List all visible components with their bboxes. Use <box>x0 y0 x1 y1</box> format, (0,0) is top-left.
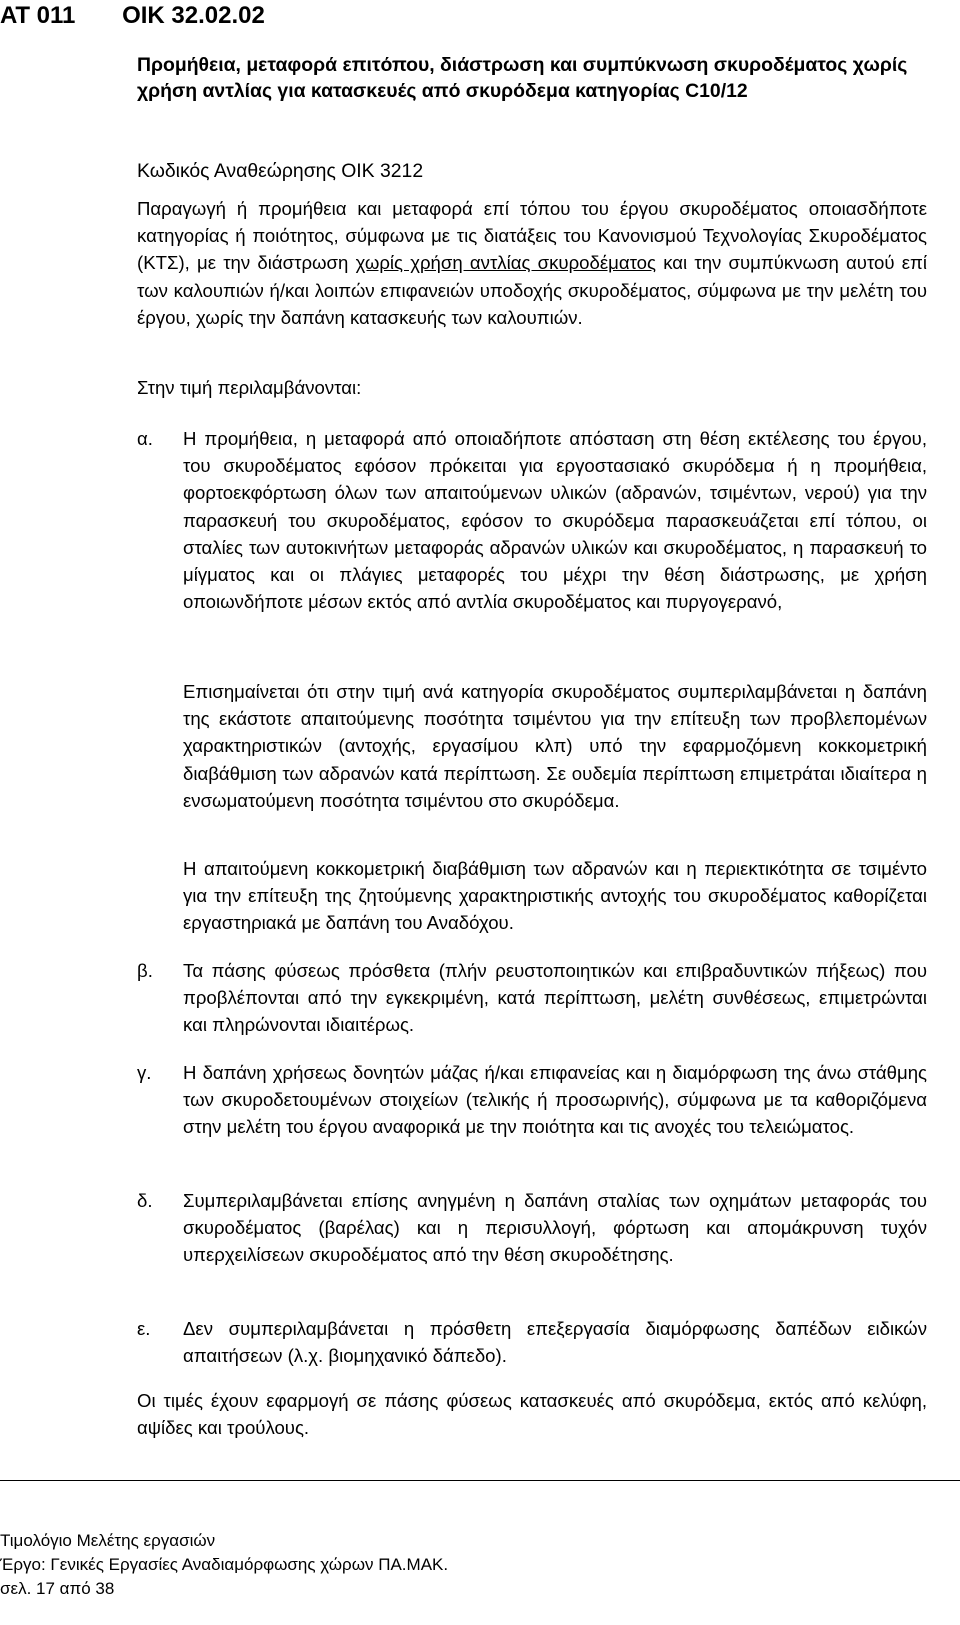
description-underlined-text: χωρίς χρήση αντλίας σκυροδέματος <box>355 252 656 274</box>
closing-paragraph: Οι τιμές έχουν εφαρμογή σε πάσης φύσεως κατασκευές από σκυρόδεμα, εκτός από κελύφη, αψίδες και τρούλους. <box>137 1390 927 1439</box>
list-item-a <box>137 425 927 615</box>
article-code: ΑΤ 011 <box>0 2 76 29</box>
list-item-note-2 <box>137 855 927 937</box>
revision-code: Κωδικός Αναθεώρησης ΟΙΚ 3212 <box>137 160 424 182</box>
item-code: ΟΙΚ 32.02.02 <box>122 2 265 29</box>
list-item-note-1 <box>137 678 927 814</box>
list-item-d <box>137 1187 927 1269</box>
article-title: Προμήθεια, μεταφορά επιτόπου, διάστρωση και συμπύκνωση σκυροδέματος χωρίς χρήση αντλίας για κατασκευές από σκυρόδεμα κατηγορίας C10/12 <box>137 54 908 102</box>
description-text-start: Παραγωγή ή προμήθεια και μεταφορά επί τόπου του έργου σκυροδέματος οποιασδήποτε κατηγορίας ή ποιότητος, σύμφωνα με τις διατάξεις του Κανονισμού Τεχνολογίας Σκυροδέματος (ΚΤΣ), με την διάστρωση <box>137 198 927 274</box>
list-item-text: Η προμήθεια, η μεταφορά από οποιαδήποτε απόσταση στη θέση εκτέλεσης του έργου, του σκυροδέματος εφόσον πρόκειται για εργοστασιακό σκυρόδεμα ή η προμήθεια, φορτοεκφόρτωση όλων των απαιτούμενων υλικών (αδρανών, τσιμέντων, νερού) για την παρασκευή του σκυροδέματος, εφόσον το σκυρόδεμα παρασκευάζεται επί τόπου, οι σταλίες των αυτοκινήτων μεταφοράς αδρανών υλικών και σκυροδέματος, η παρασκευή το μίγματος και οι πλάγιες μεταφορές του μέχρι την θέση διάστρωσης, με χρήση οποιωνδήποτε μέσων εκτός από αντλία σκυροδέματος και πυργογερανό, <box>183 428 927 613</box>
includes-label: Στην τιμή περιλαμβάνονται: <box>137 377 362 398</box>
description-paragraph <box>137 195 927 331</box>
list-item-text: Επισημαίνεται ότι στην τιμή ανά κατηγορία σκυροδέματος συμπεριλαμβάνεται η δαπάνη της εκάστοτε απαιτούμενης ποσότητα τσιμέντου για την επίτευξη των προβλεπομένων χαρακτηριστικών (αντοχής, εργασίμου κλπ) υπό την εφαρμοζόμενη κοκκομετρική διαβάθμιση των αδρανών κατά περίπτωση. Σε ουδεμία περίπτωση επιμετράται ιδιαίτερα η ενσωματούμενη ποσότητα τσιμέντου στο σκυρόδεμα. <box>183 681 927 811</box>
footer-project-name: Έργο: Γενικές Εργασίες Αναδιαμόρφωσης χώρων ΠΑ.ΜΑΚ. <box>0 1555 449 1574</box>
footer-page-number: σελ. 17 από 38 <box>0 1579 115 1598</box>
list-item-label: β. <box>137 960 153 981</box>
document-header <box>0 2 265 30</box>
list-item-label: ε. <box>137 1318 151 1339</box>
list-item-text: Δεν συμπεριλαμβάνεται η πρόσθετη επεξεργασία διαμόρφωσης δαπέδων ειδικών απαιτήσεων (λ.χ. βιομηχανικό δάπεδο). <box>183 1318 927 1367</box>
footer-document-title: Τιμολόγιο Μελέτης εργασιών <box>0 1531 216 1550</box>
description-text-end: και την συμπύκνωση αυτού επί των καλουπιών ή/και λοιπών επιφανειών υποδοχής σκυροδέματος, σύμφωνα με την μελέτη του έργου, χωρίς την δαπάνη κατασκευής των καλουπιών. <box>137 252 927 328</box>
list-item-text: Συμπεριλαμβάνεται επίσης ανηγμένη η δαπάνη σταλίας των οχημάτων μεταφοράς του σκυροδέματος (βαρέλας) και η περισυλλογή, φόρτωση και απομάκρυνση τυχόν υπερχειλίσεων σκυροδέματος από την θέση σκυροδέτησης. <box>183 1190 927 1266</box>
list-item-e <box>137 1315 927 1369</box>
list-item-text: Η δαπάνη χρήσεως δονητών μάζας ή/και επιφανείας και η διαμόρφωση της άνω στάθμης των σκυροδετουμένων στοιχείων (τελικής ή προσωρινής), σύμφωνα με τα καθοριζόμενα στην μελέτη του έργου αναφορικά με την ποιότητα και τις ανοχές του τελειώματος. <box>183 1062 927 1138</box>
list-item-label: γ. <box>137 1062 152 1083</box>
list-item-b <box>137 957 927 1039</box>
footer-divider <box>0 1480 960 1481</box>
list-item-c <box>137 1059 927 1141</box>
list-item-label: δ. <box>137 1190 153 1211</box>
list-item-text: Η απαιτούμενη κοκκομετρική διαβάθμιση των αδρανών και η περιεκτικότητα σε τσιμέντο για την επίτευξη της ζητούμενης χαρακτηριστικής αντοχής του σκυροδέματος καθορίζεται εργαστηριακά με δαπάνη του Αναδόχου. <box>183 858 927 934</box>
list-item-text: Τα πάσης φύσεως πρόσθετα (πλήν ρευστοποιητικών και επιβραδυντικών πήξεως) που προβλέπονται από την εγκεκριμένη, κατά περίπτωση, μελέτη συνθέσεως, επιμετρώνται και πληρώνονται ιδιαιτέρως. <box>183 960 927 1036</box>
list-item-label: α. <box>137 428 153 449</box>
